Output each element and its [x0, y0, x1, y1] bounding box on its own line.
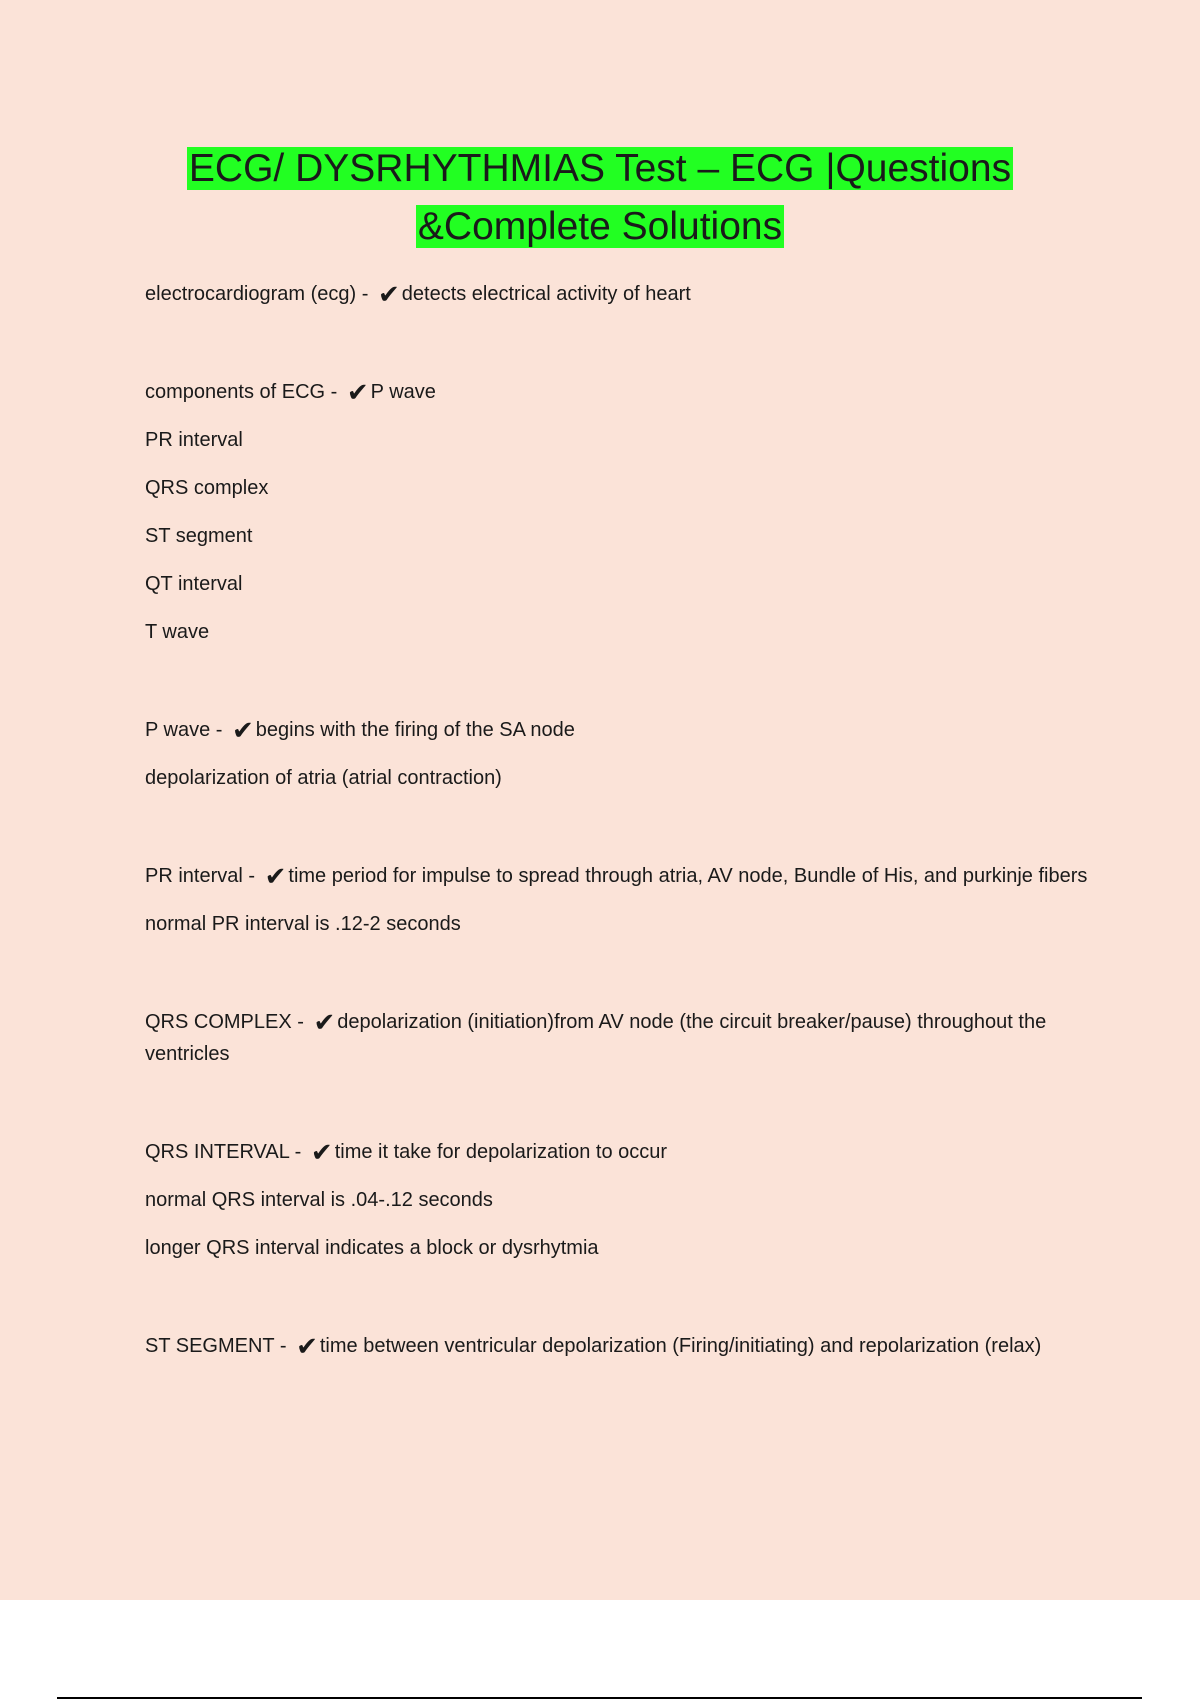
answer-line: QRS complex — [145, 477, 269, 499]
flashcard-entry — [145, 376, 1095, 408]
answer-line: T wave — [145, 621, 210, 643]
flashcard-answer: time it take for depolarization to occur — [334, 1141, 668, 1163]
flashcard-answer: time between ventricular depolarization (Firing/initiating) and repolarization (relax) — [319, 1335, 1042, 1357]
flashcard-term: ST SEGMENT - — [145, 1335, 293, 1357]
answer-line: normal QRS interval is .04-.12 seconds — [145, 1189, 493, 1211]
flashcard-term: electrocardiogram (ecg) - — [145, 283, 374, 305]
answer-line: normal PR interval is .12-2 seconds — [145, 913, 461, 935]
footer-divider — [57, 1697, 1142, 1699]
answer-line: longer QRS interval indicates a block or dysrhytmia — [145, 1237, 599, 1259]
flashcard-answer: depolarization (initiation)from AV node (the circuit breaker/pause) throughout the ventricles — [145, 1011, 1047, 1065]
checkmark-icon: ✔ — [310, 1137, 333, 1167]
title-line-1: ECG/ DYSRHYTHMIAS Test – ECG |Questions — [188, 147, 1012, 190]
checkmark-icon: ✔ — [296, 1331, 318, 1361]
flashcard-answer: begins with the firing of the SA node — [255, 719, 575, 741]
flashcard-term: P wave - — [145, 719, 228, 741]
answer-line: depolarization of atria (atrial contraction) — [145, 767, 502, 789]
flashcard-answer: detects electrical activity of heart — [401, 283, 691, 305]
answer-line: PR interval — [145, 429, 243, 451]
flashcard-answer: P wave — [370, 381, 436, 403]
flashcard-term: components of ECG - — [145, 381, 343, 403]
title-line-2: &Complete Solutions — [417, 205, 783, 248]
checkmark-icon: ✔ — [377, 279, 400, 309]
flashcard-entry — [145, 714, 1095, 746]
flashcard-entry — [145, 1330, 1095, 1362]
checkmark-icon: ✔ — [313, 1007, 336, 1037]
flashcard-entry — [145, 1136, 1095, 1168]
checkmark-icon: ✔ — [232, 715, 254, 745]
document-title — [0, 140, 1200, 256]
flashcard-term: QRS COMPLEX - — [145, 1011, 310, 1033]
flashcard-term: PR interval - — [145, 865, 261, 887]
flashcard-entry — [145, 1006, 1095, 1070]
answer-line: ST segment — [145, 525, 253, 547]
checkmark-icon: ✔ — [346, 377, 369, 407]
flashcard-term: QRS INTERVAL - — [145, 1141, 307, 1163]
flashcard-entry — [145, 860, 1095, 892]
flashcard-list — [145, 278, 1095, 1378]
answer-line: QT interval — [145, 573, 243, 595]
checkmark-icon: ✔ — [264, 861, 287, 891]
flashcard-answer: time period for impulse to spread through atria, AV node, Bundle of His, and purkinje fibers — [288, 865, 1088, 887]
flashcard-entry — [145, 278, 1095, 310]
